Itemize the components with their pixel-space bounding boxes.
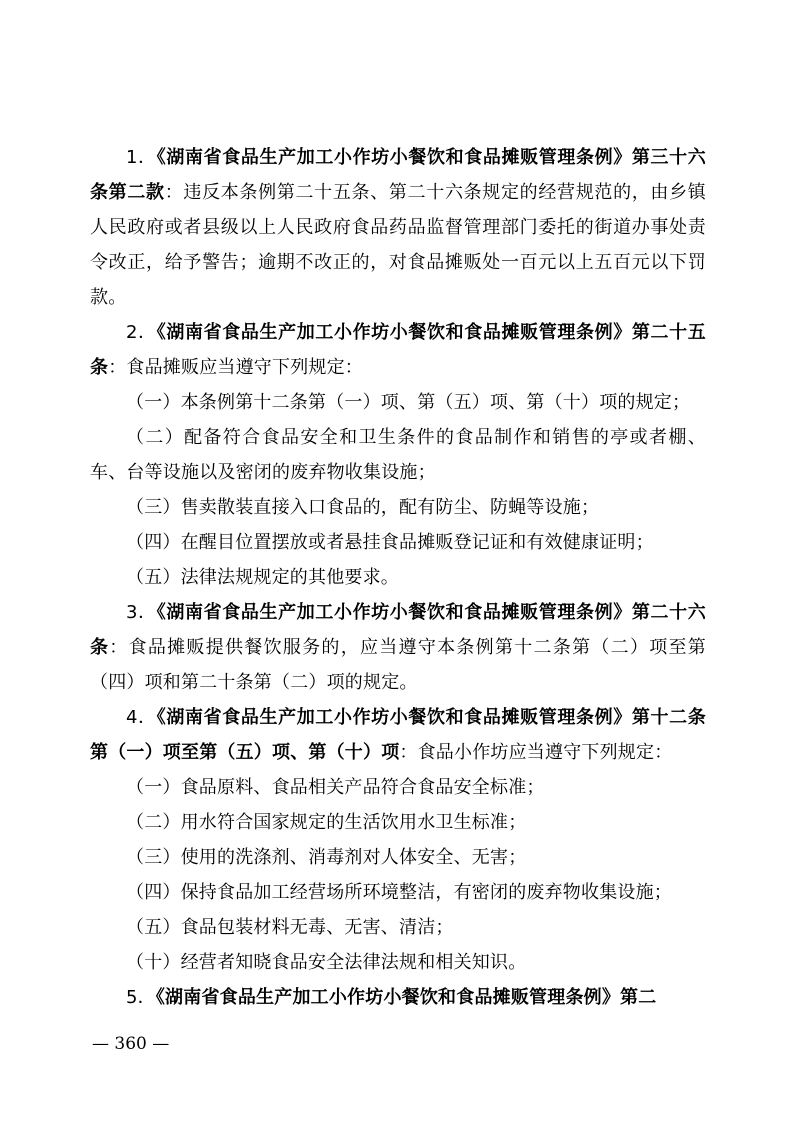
section-2-item-4: （四）在醒目位置摆放或者悬挂食品摊贩登记证和有效健康证明； (126, 532, 654, 553)
section-5-title: 《湖南省食品生产加工小作坊小餐饮和食品摊贩管理条例》第二 (155, 987, 657, 1008)
section-2-body: ：食品摊贩应当遵守下列规定： (108, 357, 364, 378)
section-1-number: 1． (126, 147, 157, 168)
section-5-number: 5． (126, 987, 156, 1008)
section-4-item-4: （四）保持食品加工经营场所环境整洁，有密闭的废弃物收集设施； (126, 882, 672, 903)
section-3-number: 3． (126, 602, 157, 623)
section-4-item-2: （二）用水符合国家规定的生活饮用水卫生标准； (126, 812, 527, 833)
section-2-item-1: （一）本条例第十二条第（一）项、第（五）项、第（十）项的规定； (126, 392, 691, 413)
section-3-title: 《湖南省食品生产加工小作坊小餐饮和食品摊贩管理条例》第二十六条 (90, 602, 706, 658)
section-1-title: 《湖南省食品生产加工小作坊小餐饮和食品摊贩管理条例》第三十六条第二款 (90, 147, 706, 203)
section-4-item-6: （十）经营者知晓食品安全法律法规和相关知识。 (126, 952, 527, 973)
section-2-item-3: （三）售卖散装直接入口食品的，配有防尘、防蝇等设施； (126, 497, 600, 518)
section-4-title: 《湖南省食品生产加工小作坊小餐饮和食品摊贩管理条例》第十二条第（一）项至第（五）项、第（十）项 (90, 707, 706, 763)
page-number: — 360 — (92, 1034, 170, 1054)
section-3-paragraph (90, 595, 706, 700)
section-2-item-2: （二）配备符合食品安全和卫生条件的食品制作和销售的亭或者棚、车、台等设施以及密闭的废弃物收集设施； (90, 427, 706, 483)
section-1-body: ：违反本条例第二十五条、第二十六条规定的经营规范的，由乡镇人民政府或者县级以上人民政府食品药品监督管理部门委托的街道办事处责令改正，给予警告；逾期不改正的，对食品摊贩处一百元以上五百元以下罚款。 (90, 182, 706, 308)
section-4-item-3: （三）使用的洗涤剂、消毒剂对人体安全、无害； (126, 847, 527, 868)
section-1-paragraph (90, 140, 706, 315)
section-4-body: ：食品小作坊应当遵守下列规定： (399, 742, 673, 763)
section-2-paragraph (90, 315, 706, 385)
section-4-item-1: （一）食品原料、食品相关产品符合食品安全标准； (126, 777, 545, 798)
section-4-paragraph (90, 700, 706, 770)
section-4-item-5: （五）食品包装材料无毒、无害、清洁； (126, 917, 454, 938)
section-5-paragraph (90, 980, 706, 1015)
section-2-item-5: （五）法律法规规定的其他要求。 (126, 567, 399, 588)
document-body (90, 140, 706, 1015)
section-4-number: 4． (126, 707, 157, 728)
section-2-number: 2． (126, 322, 157, 343)
section-2-title: 《湖南省食品生产加工小作坊小餐饮和食品摊贩管理条例》第二十五条 (90, 322, 706, 378)
section-3-body: ：食品摊贩提供餐饮服务的，应当遵守本条例第十二条第（二）项至第（四）项和第二十条第（二）项的规定。 (90, 637, 707, 693)
